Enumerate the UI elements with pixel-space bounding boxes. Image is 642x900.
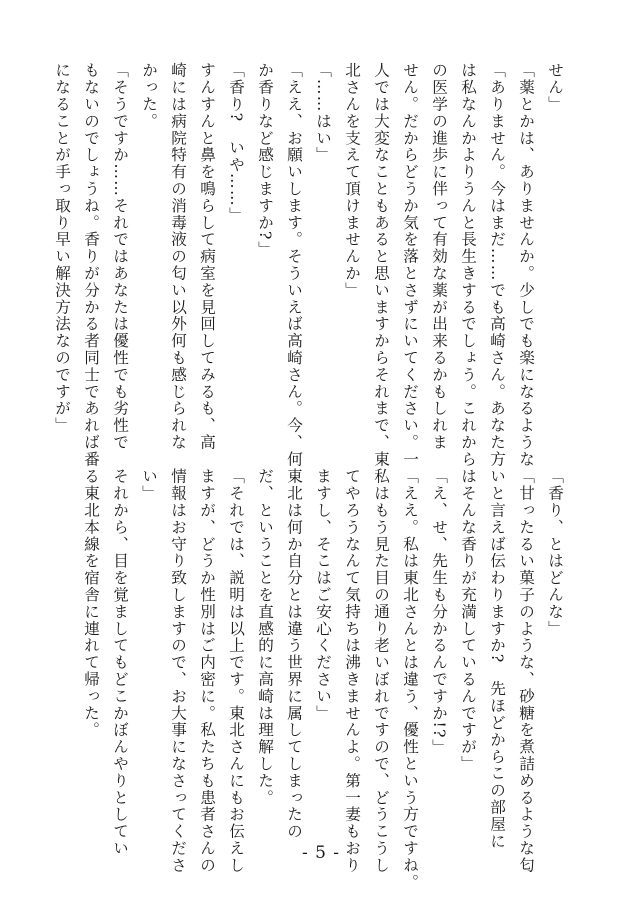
text-line: 崎には病院特有の消毒液の匂い以外何も感じられな — [169, 62, 187, 451]
text-line: 「ええ、お願いします。そういえば高崎さん。今、何 — [285, 62, 303, 468]
text-line: 「香り? いや……」 — [227, 62, 245, 224]
text-line: せん」 — [546, 62, 564, 113]
text-line: かった。 — [140, 62, 158, 130]
text-line: 「薬とかは、ありませんか。少しでも楽になるような — [517, 62, 535, 468]
text-line: いと言えば伝わりますか? 先ほどからこの部屋に — [488, 468, 506, 850]
text-line: 情報はお守り致しますので、お大事になさってくださ — [169, 468, 187, 874]
text-line: ますが、どうか性別はご内密に。私たちも患者さんの — [198, 468, 216, 874]
text-line: 「それでは、説明は以上です。東北さんにもお伝えし — [227, 468, 245, 874]
text-line: ますし、そこはご安心ください」 — [314, 468, 332, 722]
text-line: る東北本線を宿舎に連れて帰った。 — [82, 468, 100, 739]
text-line: はそんな香りが充満しているんですが」 — [459, 468, 477, 773]
text-line: せん。だからどうか気を落とさずにいてください。一 — [401, 62, 419, 468]
text-line: 「え、せ、先生も分かるんですか!?」 — [430, 468, 448, 756]
text-line: てやろうなんて気持ちは沸きませんよ。第一妻もおり — [343, 468, 361, 874]
text-line: の医学の進歩に伴って有効な薬が出来るかもしれま — [430, 62, 448, 451]
text-line: 私はもう見た目の通り老いぼれですので、どうこうし — [372, 468, 390, 874]
text-line: 「甘ったるい菓子のような、砂糖を煮詰めるような匂 — [517, 468, 535, 874]
text-line: は私なんかよりうんと長生きするでしょう。これから — [459, 62, 477, 468]
text-line: か香りなど感じますか?」 — [256, 62, 274, 258]
text-line: もないのでしょうね。香りが分かる者同士であれば番 — [82, 62, 100, 468]
page-number: - 5 - — [301, 843, 341, 863]
text-line: 「そうですか……それではあなたは優性でも劣性で — [111, 62, 129, 451]
text-line: 「ええ。私は東北さんとは違う、優性という方ですね。 — [401, 468, 419, 891]
text-line: それから、目を覚ましてもどこかぼんやりとしてい — [111, 468, 129, 857]
text-line: だ、ということを直感的に高崎は理解した。 — [256, 468, 274, 806]
text-line: 東北は何か自分とは違う世界に属してしまったの — [285, 468, 303, 840]
text-line: 「香り、とはどんな」 — [546, 468, 564, 637]
text-line: 人では大変なこともあると思いますからそれまで、東 — [372, 62, 390, 468]
upper-text-block — [47, 62, 569, 468]
text-line: すんすんと鼻を鳴らして病室を見回してみるも、高 — [198, 62, 216, 451]
text-line: 「……はい」 — [314, 62, 332, 164]
text-line: 北さんを支えて頂けませんか」 — [343, 62, 361, 299]
lower-text-block — [76, 468, 569, 891]
text-line: になることが手っ取り早い解決方法なのですが」 — [53, 62, 71, 434]
text-line: 「ありません。今はまだ……でも高崎さん。あなた方 — [488, 62, 506, 468]
text-line: い」 — [140, 468, 158, 502]
